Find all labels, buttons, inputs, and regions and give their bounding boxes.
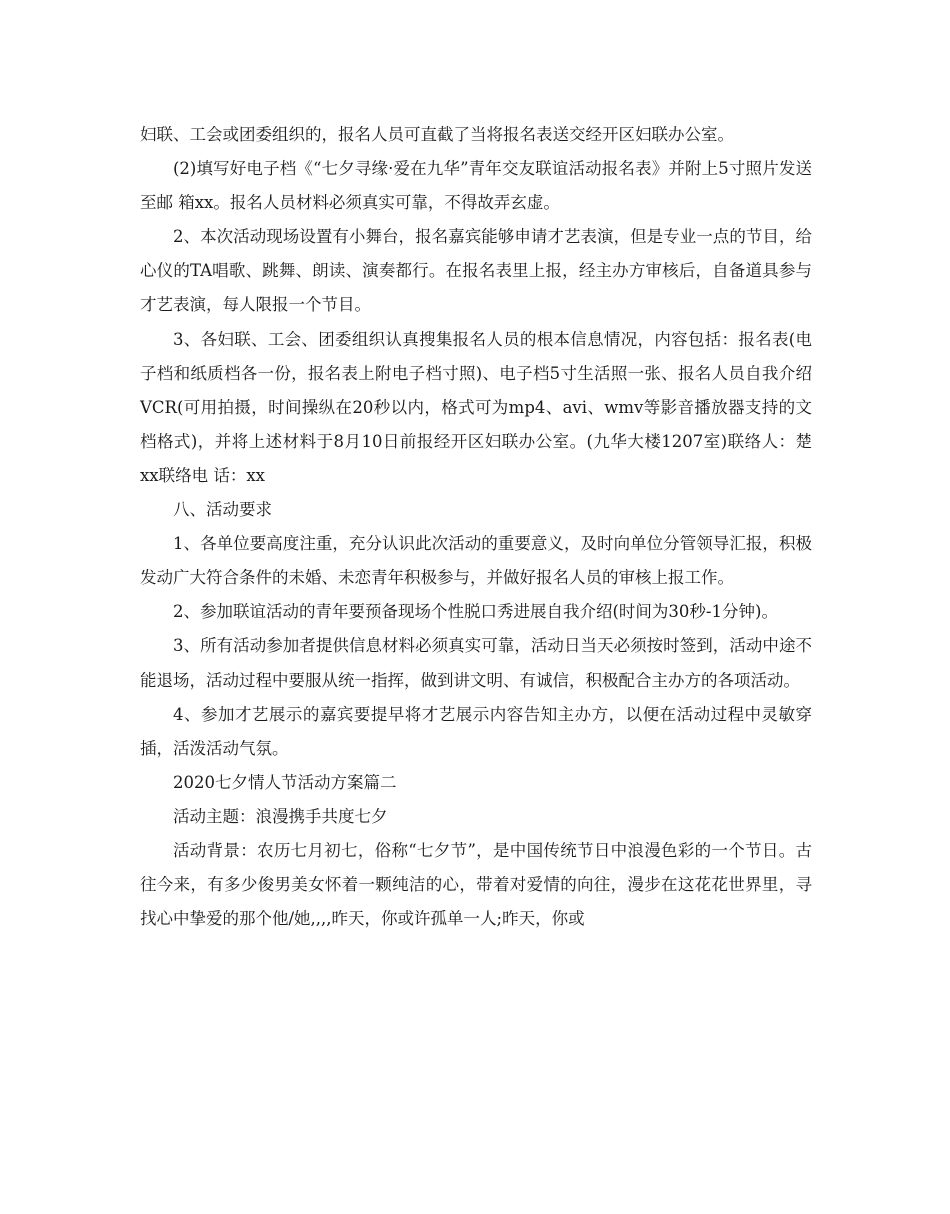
section-heading-plan-two: 2020七夕情人节活动方案篇二 bbox=[173, 772, 397, 792]
section-heading-requirements: 八、活动要求 bbox=[173, 500, 272, 520]
paragraph-talent-show: 2、本次活动现场设置有小舞台，报名嘉宾能够申请才艺表演，但是专业一点的节目，给心仪的TA唱歌、跳舞、朗读、演奏都行。在报名表里上报，经主办方审核后，自备道具参与才艺表演，每人限报一个节目。 bbox=[140, 227, 812, 315]
paragraph-requirement-4: 4、参加才艺展示的嘉宾要提早将才艺展示内容告知主办方，以便在活动过程中灵敏穿插，活泼活动气氛。 bbox=[140, 704, 812, 758]
paragraph-activity-theme: 活动主题：浪漫携手共度七夕 bbox=[173, 806, 388, 826]
paragraph-requirement-2: 2、参加联谊活动的青年要预备现场个性脱口秀进展自我介绍(时间为30秒-1分钟)。 bbox=[173, 602, 778, 622]
paragraph-signup-electronic: (2)填写好电子档《“七夕寻缘·爱在九华”青年交友联谊活动报名表》并附上5寸照片发送至邮 箱xx。报名人员材料必须真实可靠，不得故弄玄虚。 bbox=[140, 159, 812, 213]
document-page bbox=[140, 118, 812, 936]
paragraph-info-collection: 3、各妇联、工会、团委组织认真搜集报名人员的根本信息情况，内容包括：报名表(电子档和纸质档各一份，报名表上附电子档寸照)、电子档5寸生活照一张、报名人员自我介绍VCR(可用拍摄，时间操纵在20秒以内，格式可为mp4、avi、wmv等影音播放器支持的文档格式)，并将上述材料于8月10日前报经开区妇联办公室。(九华大楼1207室)联络人：楚xx联络电 话：xx bbox=[140, 329, 812, 485]
paragraph-activity-background: 活动背景：农历七月初七，俗称“七夕节”，是中国传统节日中浪漫色彩的一个节日。古往今来，有多少俊男美女怀着一颗纯洁的心，带着对爱情的向往，漫步在这花花世界里，寻找心中挚爱的那个他/她,,,,昨天，你或许孤单一人;昨天，你或 bbox=[140, 840, 812, 929]
paragraph-continuation: 妇联、工会或团委组织的，报名人员可直截了当将报名表送交经开区妇联办公室。 bbox=[140, 125, 734, 144]
paragraph-requirement-3: 3、所有活动参加者提供信息材料必须真实可靠，活动日当天必须按时签到，活动中途不能退场，活动过程中要服从统一指挥，做到讲文明、有诚信，积极配合主办方的各项活动。 bbox=[140, 636, 812, 690]
paragraph-requirement-1: 1、各单位要高度注重，充分认识此次活动的重要意义，及时向单位分管领导汇报，积极发动广大符合条件的未婚、未恋青年积极参与，并做好报名人员的审核上报工作。 bbox=[140, 534, 812, 588]
